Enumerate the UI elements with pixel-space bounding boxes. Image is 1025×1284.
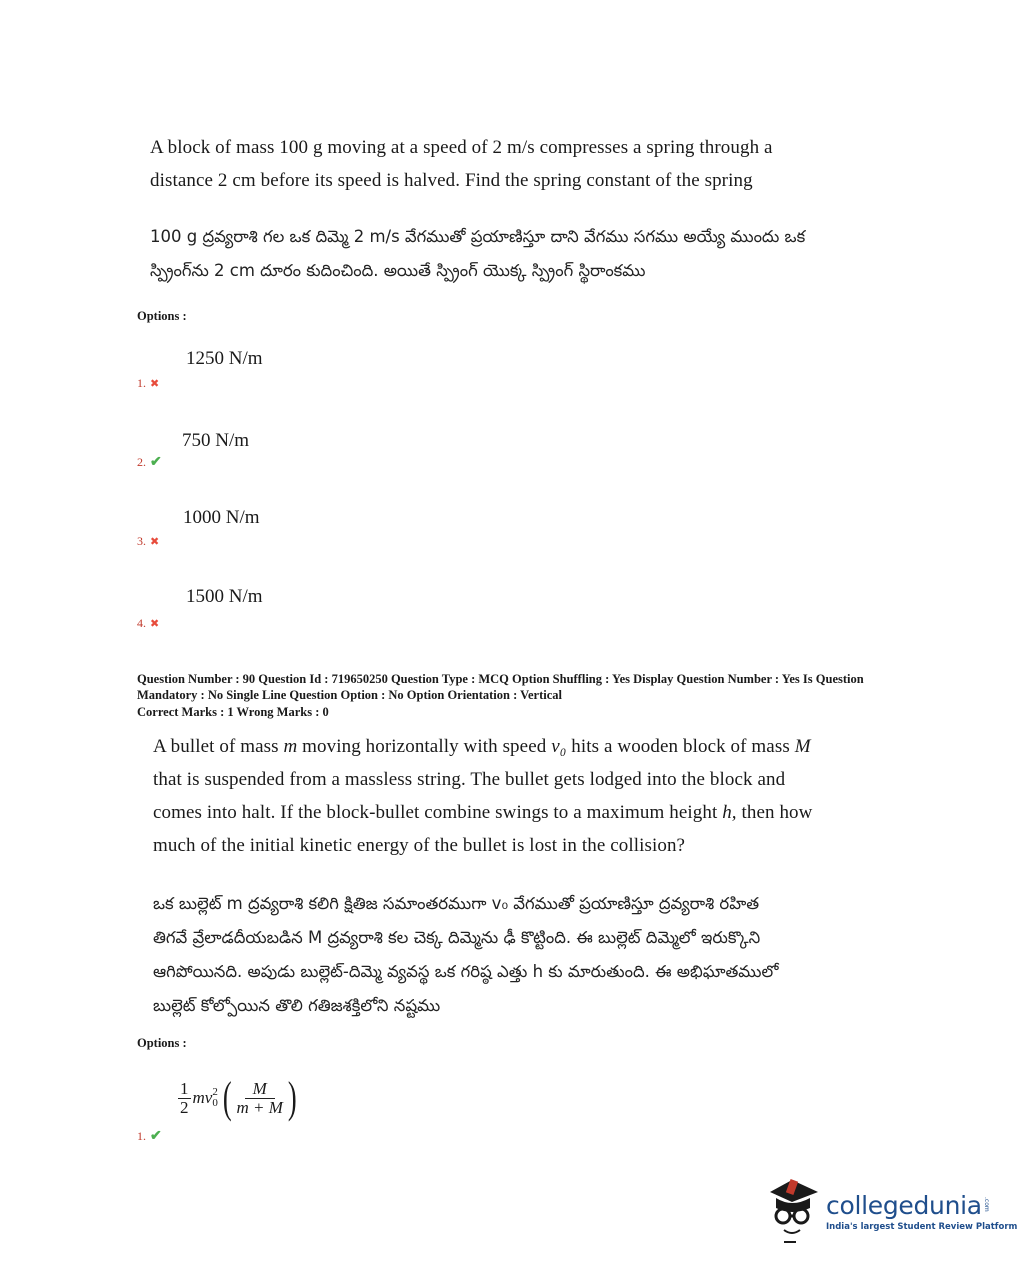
wrong-icon: ✖ xyxy=(150,378,160,390)
left-paren: ( xyxy=(222,1073,232,1122)
q89-en-line1: A block of mass 100 g moving at a speed of 2 m/s compresses a spring through a xyxy=(150,137,773,158)
option-value: 1250 N/m xyxy=(186,348,263,369)
logo-name: collegedunia xyxy=(826,1190,982,1220)
option-value: 1500 N/m xyxy=(186,586,263,607)
graduate-mascot-icon xyxy=(766,1178,824,1244)
option-number xyxy=(137,376,159,391)
option-number xyxy=(137,616,159,631)
text: comes into halt. If the block-bullet combine swings to a maximum height xyxy=(153,802,718,823)
question-meta xyxy=(137,672,927,721)
meta-line: Question Number : 90 Question Id : 719650250 Question Type : MCQ Option Shuffling : Yes Display Question Number : Yes Is Question xyxy=(137,672,864,686)
var-m: m xyxy=(283,736,298,757)
mv-term: mv xyxy=(192,1088,213,1107)
meta-line: Mandatory : No Single Line Question Option : No Option Orientation : Vertical xyxy=(137,687,563,702)
logo-domain: .com xyxy=(982,1196,990,1212)
half-fraction xyxy=(178,1080,191,1117)
mass-fraction xyxy=(234,1080,284,1117)
exponent-group xyxy=(212,1087,218,1109)
q90-te-line1: ఒక బుల్లెట్ m ద్రవ్యరాశి కలిగి క్షితిజ సమాంతరముగా v₀ వేగముతో ప్రయాణిస్తూ ద్రవ్యరాశి రహిత xyxy=(153,894,760,913)
option-value: 1000 N/m xyxy=(183,507,260,528)
option-number xyxy=(137,454,162,471)
q90-te-line4: బుల్లెట్ కోల్పోయిన తొలి గతిజశక్తిలోని నష్టము xyxy=(153,996,441,1015)
var-v0: v₀ xyxy=(551,736,567,757)
superscript: 2 xyxy=(212,1086,218,1098)
right-paren: ) xyxy=(287,1073,297,1122)
q89-te-line2: స్ప్రింగ్‌ను 2 cm దూరం కుదించింది. అయితే స్ప్రింగ్ యొక్క స్ప్రింగ్ స్థిరాంకము xyxy=(150,261,646,280)
option-value: 750 N/m xyxy=(182,430,250,451)
var-h: h, xyxy=(722,802,737,823)
correct-check-icon: ✔ xyxy=(150,455,162,470)
wrong-icon: ✖ xyxy=(150,618,160,630)
q90-en-line3 xyxy=(153,796,812,829)
fraction-numerator: M xyxy=(245,1080,275,1099)
subscript: 0 xyxy=(212,1097,218,1109)
option-index: 4. xyxy=(137,616,146,630)
q90-en-line4: much of the initial kinetic energy of the bullet is lost in the collision? xyxy=(153,835,686,856)
option-index: 1. xyxy=(137,376,146,390)
options-label: Options : xyxy=(137,1036,187,1050)
fraction-numerator: 1 xyxy=(180,1078,189,1098)
text: then how xyxy=(741,802,813,823)
q90-te-line2: తిగవే వ్రేలాడదీయబడిన M ద్రవ్యరాశి కల చెక్క దిమ్మెను ఢీ కొట్టింది. ఈ బుల్లెట్ దిమ్మెలో ఇరుక్కొని xyxy=(153,928,761,947)
option-index: 2. xyxy=(137,455,146,469)
logo-tagline: India's largest Student Review Platform xyxy=(826,1221,1018,1232)
option-number xyxy=(137,534,159,549)
marks-line: Correct Marks : 1 Wrong Marks : 0 xyxy=(137,705,329,719)
logo-text-block xyxy=(826,1191,1017,1232)
option-index: 1. xyxy=(137,1129,146,1143)
fraction-denominator: m + M xyxy=(236,1097,283,1117)
option-index: 3. xyxy=(137,534,146,548)
wrong-icon: ✖ xyxy=(150,536,160,548)
text: A bullet of mass xyxy=(153,736,279,757)
q89-te-line1: 100 g ద్రవ్యరాశి గల ఒక దిమ్మె 2 m/s వేగముతో ప్రయాణిస్తూ దాని వేగము సగము అయ్యే ముందు ఒక xyxy=(150,227,806,246)
var-M: M xyxy=(794,736,811,757)
text: moving horizontally with speed xyxy=(302,736,547,757)
formula-option xyxy=(178,1073,300,1122)
q90-te-line3: ఆగిపోయినది. అపుడు బుల్లెట్-దిమ్మె వ్యవస్థ ఒక గరిష్ఠ ఎత్తు h కు మారుతుంది. ఈ అభిఘాతములో xyxy=(153,962,779,981)
option-number xyxy=(137,1128,162,1145)
collegedunia-logo xyxy=(766,1178,1017,1244)
logo-wordmark xyxy=(826,1191,1017,1220)
q89-en-line2: distance 2 cm before its speed is halved. Find the spring constant of the spring xyxy=(150,170,753,191)
fraction-denominator: 2 xyxy=(180,1097,189,1117)
options-label: Options : xyxy=(137,309,187,323)
q90-en-line2: that is suspended from a massless string. The bullet gets lodged into the block and xyxy=(153,769,786,790)
q90-en-line1 xyxy=(153,730,811,763)
correct-check-icon: ✔ xyxy=(150,1129,162,1144)
text: hits a wooden block of mass xyxy=(571,736,790,757)
